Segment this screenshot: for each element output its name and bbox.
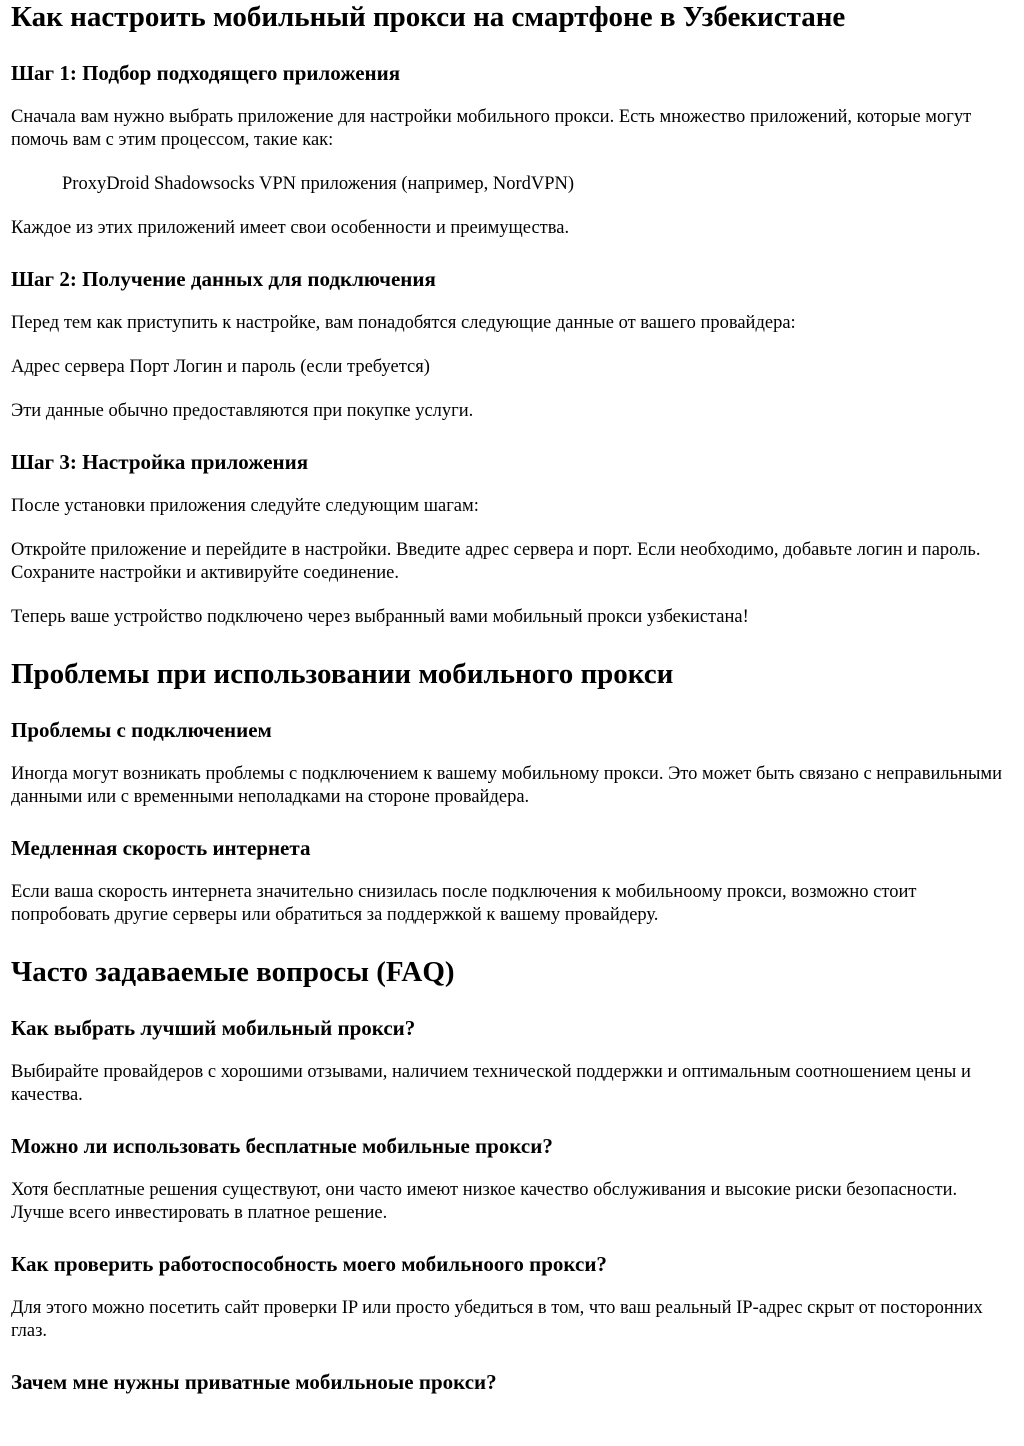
connection-problems-heading: Проблемы с подключением bbox=[11, 718, 272, 742]
step1-note: Каждое из этих приложений имеет свои особенности и преимущества. bbox=[11, 218, 570, 238]
slow-speed-heading: Медленная скорость интернета bbox=[11, 836, 311, 860]
step2-items-list: Адрес сервера Порт Логин и пароль (если требуется) bbox=[11, 357, 430, 377]
faq-question-4: Зачем мне нужны приватные мобильноые прокси? bbox=[11, 1370, 497, 1394]
page-title: Как настроить мобильный прокси на смартфоне в Узбекистане bbox=[11, 1, 846, 33]
step3-note: Теперь ваше устройство подключено через выбранный вами мобильный прокси узбекистана! bbox=[11, 607, 749, 627]
faq-question-2: Можно ли использовать бесплатные мобильные прокси? bbox=[11, 1134, 553, 1158]
connection-problems-text: Иногда могут возникать проблемы с подключением к вашему мобильному прокси. Это может быть связано с неправильными данными или с временными неполадками на стороне провайдера. bbox=[11, 764, 1002, 807]
faq-answer-2: Хотя бесплатные решения существуют, они часто имеют низкое качество обслуживания и высокие риски безопасности. Лучше всего инвестировать в платное решение. bbox=[11, 1180, 958, 1223]
faq-question-1: Как выбрать лучший мобильный прокси? bbox=[11, 1016, 416, 1040]
step2-heading: Шаг 2: Получение данных для подключения bbox=[11, 267, 436, 291]
problems-heading: Проблемы при использовании мобильного прокси bbox=[11, 658, 674, 690]
faq-question-3: Как проверить работоспособность моего мобильноого прокси? bbox=[11, 1252, 607, 1276]
step2-intro: Перед тем как приступить к настройке, вам понадобятся следующие данные от вашего провайдера: bbox=[11, 313, 796, 333]
step1-intro: Сначала вам нужно выбрать приложение для настройки мобильного прокси. Есть множество приложений, которые могут помочь вам с этим процессом, такие как: bbox=[11, 107, 972, 150]
step1-heading: Шаг 1: Подбор подходящего приложения bbox=[11, 61, 401, 85]
faq-answer-1: Выбирайте провайдеров с хорошими отзывами, наличием технической поддержки и оптимальным соотношением цены и качества. bbox=[11, 1062, 971, 1105]
step3-heading: Шаг 3: Настройка приложения bbox=[11, 450, 309, 474]
step3-intro: После установки приложения следуйте следующим шагам: bbox=[11, 496, 479, 516]
faq-answer-3: Для этого можно посетить сайт проверки IP или просто убедиться в том, что ваш реальный IP-адрес скрыт от посторонних глаз. bbox=[11, 1298, 983, 1341]
step2-note: Эти данные обычно предоставляются при покупке услуги. bbox=[11, 401, 474, 421]
faq-heading: Часто задаваемые вопросы (FAQ) bbox=[11, 956, 455, 988]
step3-steps-list: Откройте приложение и перейдите в настройки. Введите адрес сервера и порт. Если необходимо, добавьте логин и пароль. Сохраните настройки и активируйте соединение. bbox=[11, 540, 981, 583]
slow-speed-text: Если ваша скорость интернета значительно снизилась после подключения к мобильноому прокси, возможно стоит попробовать другие серверы или обратиться за поддержкой к вашему провайдеру. bbox=[11, 882, 917, 925]
step1-apps-list: ProxyDroid Shadowsocks VPN приложения (например, NordVPN) bbox=[62, 174, 575, 194]
